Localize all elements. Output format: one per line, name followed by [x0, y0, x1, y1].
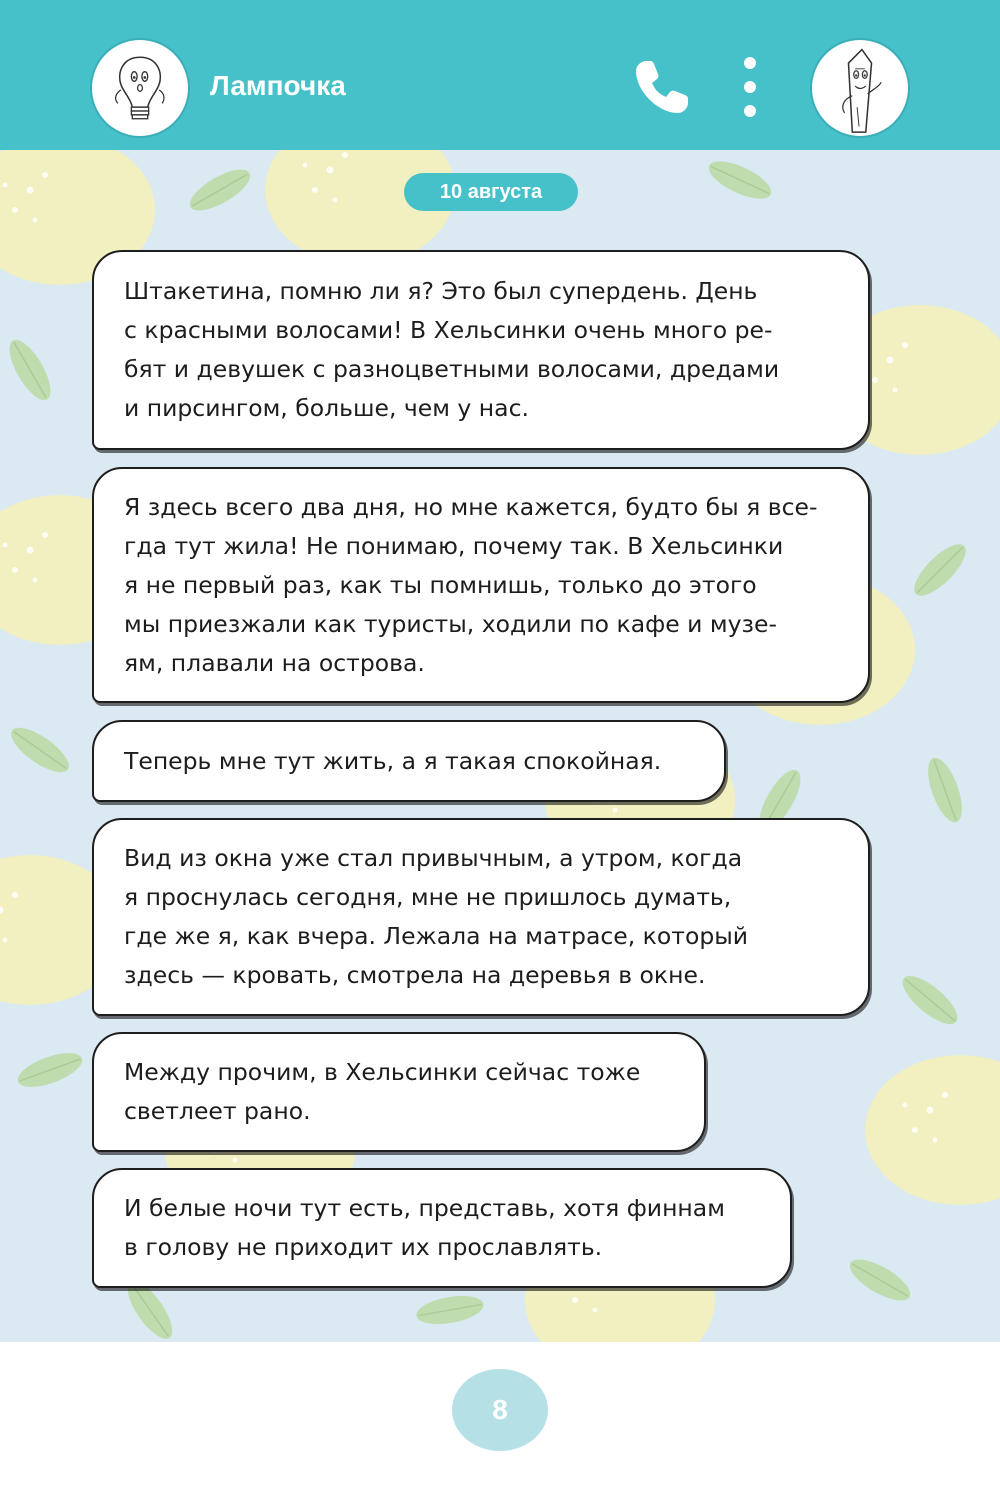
contact-avatar[interactable]	[90, 38, 190, 138]
message-bubble[interactable]	[92, 818, 870, 1016]
message-line: гда тут жила! Не понимаю, почему так. В Хельсинки	[124, 531, 784, 560]
message-line: Штакетина, помню ли я? Это был супердень. День	[124, 277, 758, 305]
message-bubble[interactable]	[92, 1032, 706, 1152]
message-line: Вид из окна уже стал привычным, а утром, когда	[124, 844, 743, 872]
chat-area[interactable]	[0, 150, 1000, 1342]
message-bubble[interactable]	[92, 467, 870, 703]
message-line: где же я, как вчера. Лежала на матрасе, который	[124, 922, 749, 950]
message-line: и пирсингом, больше, чем у нас.	[124, 394, 529, 422]
date-separator: 10 августа	[404, 173, 578, 211]
message-bubble[interactable]	[92, 250, 870, 450]
message-line: Между прочим, в Хельсинки сейчас тоже	[124, 1058, 641, 1086]
page-footer	[0, 1342, 1000, 1499]
message-line: с красными волосами! В Хельсинки очень много ре-	[124, 316, 773, 344]
message-line: я не первый раз, как ты помнишь, только до этого	[124, 570, 757, 599]
message-line: И белые ночи тут есть, представь, хотя финнам	[124, 1194, 725, 1222]
message-line: бят и девушек с разноцветными волосами, дредами	[124, 355, 780, 383]
contact-name[interactable]: Лампочка	[210, 70, 346, 101]
message-line: мы приезжали как туристы, ходили по кафе и музе-	[124, 609, 777, 638]
message-bubble[interactable]	[92, 720, 726, 802]
page-number: 8	[452, 1369, 548, 1451]
message-line: здесь — кровать, смотрела на деревья в окне.	[124, 961, 706, 989]
more-vertical-icon[interactable]	[735, 56, 765, 118]
message-line: ям, плавали на острова.	[124, 648, 425, 677]
phone-icon[interactable]	[630, 55, 694, 119]
message-line: я проснулась сегодня, мне не пришлось думать,	[124, 883, 732, 911]
message-bubble[interactable]	[92, 1168, 792, 1288]
message-line: светлеет рано.	[124, 1097, 311, 1125]
message-line: в голову не приходит их прославлять.	[124, 1233, 603, 1261]
message-line: Теперь мне тут жить, а я такая спокойная.	[124, 746, 662, 775]
user-avatar[interactable]	[810, 38, 910, 138]
fence-picket-icon	[812, 40, 908, 136]
lightbulb-icon	[92, 40, 188, 136]
message-line: Я здесь всего два дня, но мне кажется, будто бы я все-	[124, 492, 818, 521]
chat-header	[0, 0, 1000, 150]
